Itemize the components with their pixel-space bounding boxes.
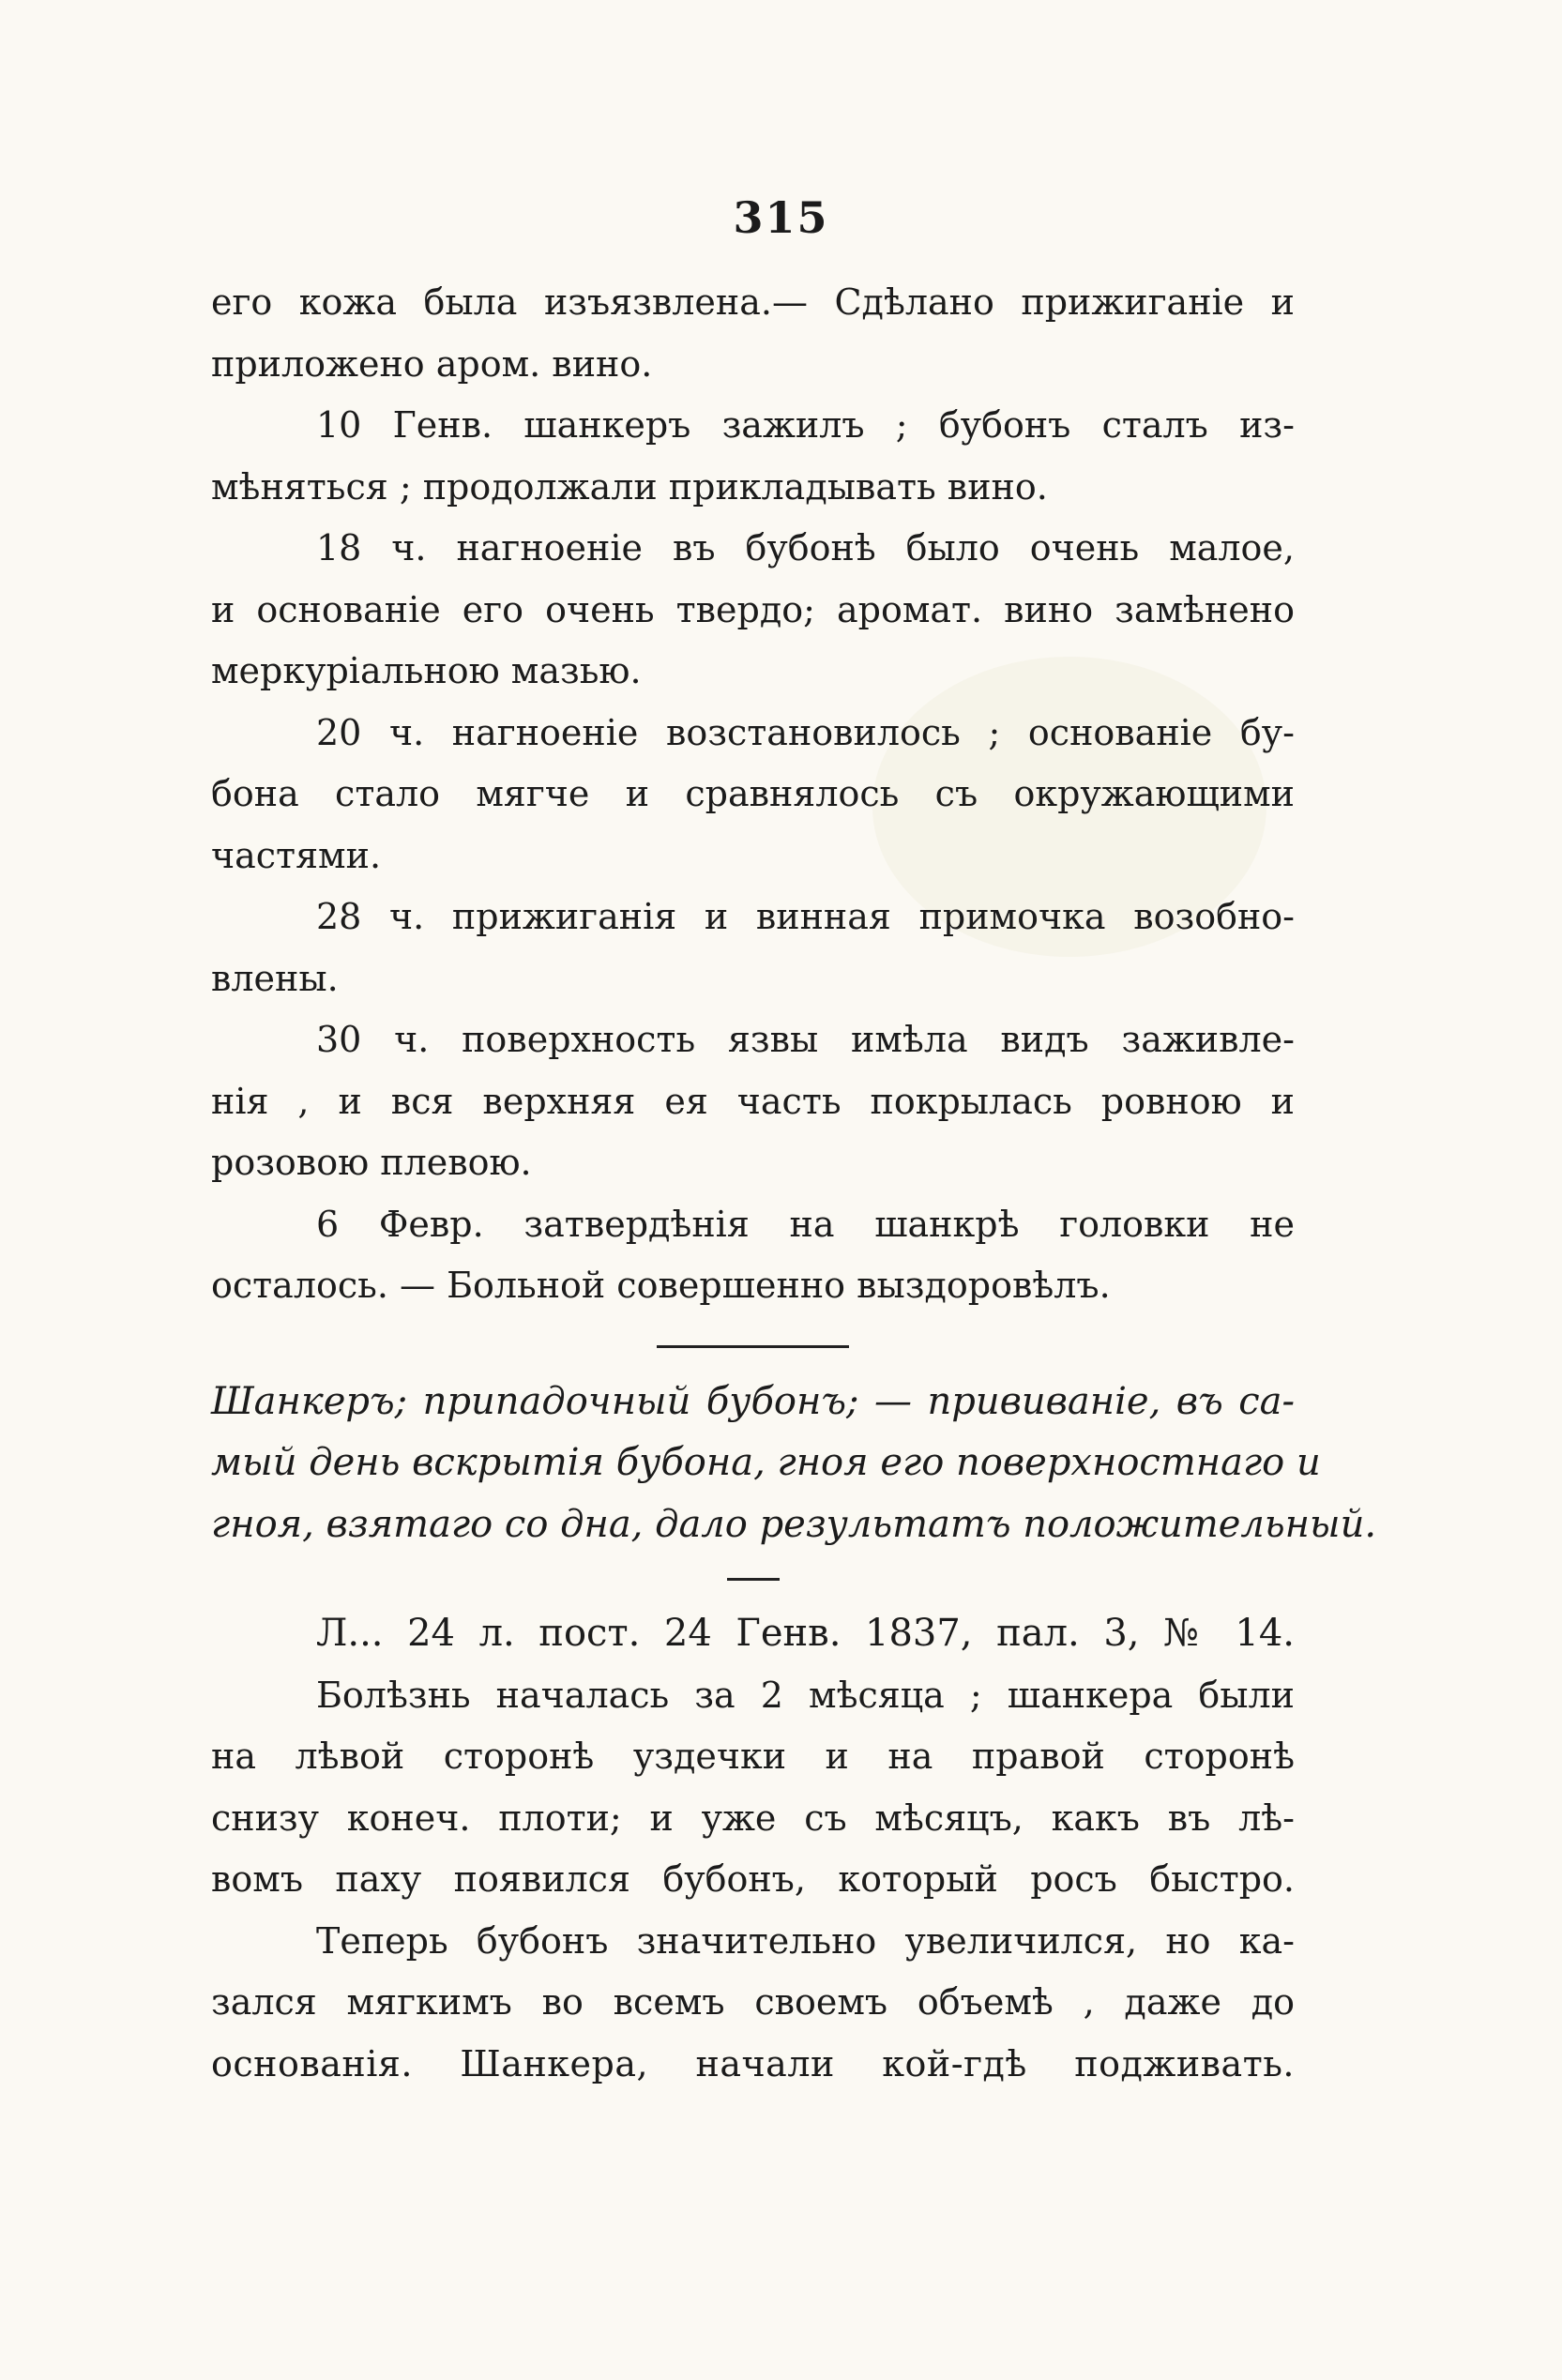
text-line: 18 ч. нагноеніе въ бубонѣ было очень малое, xyxy=(316,527,1295,568)
text-line: на лѣвой сторонѣ уздечки и на правой сторонѣ xyxy=(211,1736,1295,1777)
text-line: вомъ паху появился бубонъ, который росъ быстро. xyxy=(211,1858,1295,1900)
text-line: розовою плевою. xyxy=(211,1142,532,1183)
paragraph xyxy=(211,272,1295,395)
summary-line: гноя, взятаго со дна, дало результатъ положительный. xyxy=(211,1502,1377,1546)
text-line: 20 ч. нагноеніе возстановилось ; основаніе бу- xyxy=(316,711,1295,753)
section-divider xyxy=(657,1345,849,1348)
paragraph xyxy=(211,887,1295,1009)
page-number: 315 xyxy=(733,192,829,243)
text-line: приложено аром. вино. xyxy=(211,342,653,385)
paragraph xyxy=(211,1194,1295,1317)
text-line: 28 ч. прижиганія и винная примочка возобно- xyxy=(316,896,1295,937)
text-line: бона стало мягче и сравнялось съ окружающими xyxy=(211,773,1295,814)
text-line: снизу конеч. плоти; и уже съ мѣсяцъ, какъ въ лѣ- xyxy=(211,1796,1295,1839)
text-line: Теперь бубонъ значительно увеличился, но ка- xyxy=(316,1919,1295,1962)
case-summary xyxy=(211,1372,1377,1556)
short-divider xyxy=(727,1578,780,1581)
case-header-line: Л... 24 л. пост. 24 Генв. 1837, пал. 3, № 14. xyxy=(316,1612,1295,1655)
summary-line: Шанкеръ; припадочный бубонъ; — прививаніе, въ са- xyxy=(211,1379,1295,1423)
text-line: частями. xyxy=(211,834,382,876)
text-line: 6 Февр. затвердѣнія на шанкрѣ головки не xyxy=(316,1203,1295,1245)
paragraph xyxy=(211,1665,1295,1911)
text-line: 30 ч. поверхность язвы имѣла видъ заживле- xyxy=(316,1019,1295,1060)
text-line: нія , и вся верхняя ея часть покрылась ровною и xyxy=(211,1080,1295,1122)
text-column xyxy=(211,272,1377,2095)
text-line: зался мягкимъ во всемъ своемъ объемѣ , даже до xyxy=(211,1981,1295,2023)
text-line: 10 Генв. шанкеръ зажилъ ; бубонъ сталъ из- xyxy=(316,404,1295,446)
text-line: основанія. Шанкера, начали кой-гдѣ подживать. xyxy=(211,2042,1295,2084)
text-line: Болѣзнь началась за 2 мѣсяца ; шанкера были xyxy=(316,1674,1295,1716)
case-header xyxy=(211,1603,1295,1665)
paragraph xyxy=(211,703,1295,887)
text-line: осталось. — Больной совершенно выздоровѣлъ. xyxy=(211,1265,1111,1306)
paragraph xyxy=(211,518,1295,703)
summary-line: мый день вскрытія бубона, гноя его поверхностнаго и xyxy=(211,1441,1321,1484)
text-line: и основаніе его очень твердо; аромат. вино замѣнено xyxy=(211,588,1295,630)
text-line: меркуріальною мазью. xyxy=(211,650,642,691)
paragraph xyxy=(211,395,1295,518)
text-line: влены. xyxy=(211,957,339,999)
paragraph xyxy=(211,1009,1295,1194)
text-line: его кожа была изъязвлена.— Сдѣлано прижиганіе и xyxy=(211,281,1295,323)
paragraph xyxy=(211,1911,1295,2096)
text-line: мѣняться ; продолжали прикладывать вино. xyxy=(211,465,1048,508)
